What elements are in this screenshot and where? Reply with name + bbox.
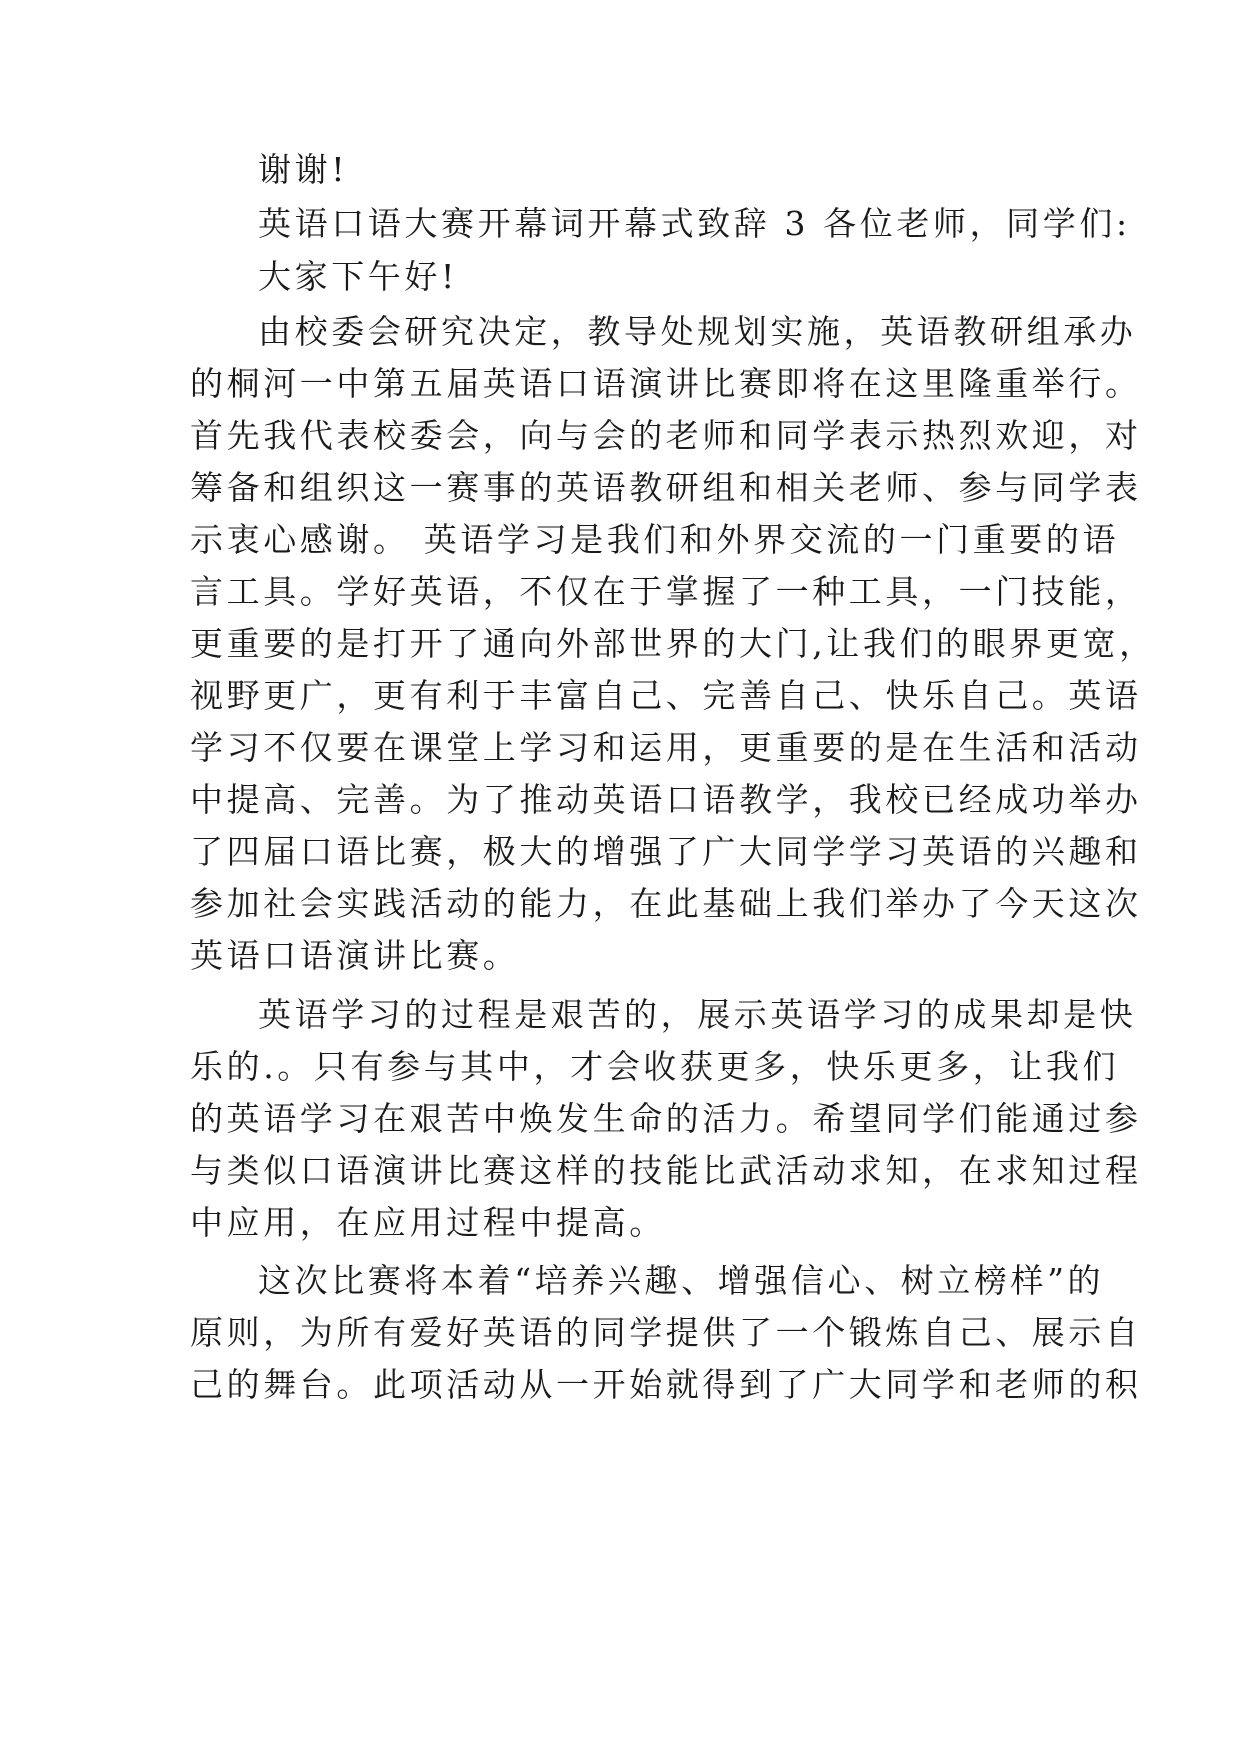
text-line: 了四届口语比赛，极大的增强了广大同学学习英语的兴趣和 — [190, 832, 1142, 871]
text-line: 己的舞台。此项活动从一开始就得到了广大同学和老师的积 — [190, 1365, 1142, 1404]
text-line: 更重要的是打开了通向外部世界的大门,让我们的眼界更宽， — [190, 624, 1156, 663]
text-line: 的桐河一中第五届英语口语演讲比赛即将在这里隆重举行。 — [190, 364, 1142, 403]
text-line: 学习不仅要在课堂上学习和运用，更重要的是在生活和活动 — [190, 728, 1142, 767]
text-line: 英语口语演讲比赛。 — [190, 936, 520, 975]
text-line: 视野更广，更有利于丰富自己、完善自己、快乐自己。英语 — [190, 676, 1142, 715]
text-line: 中应用，在应用过程中提高。 — [190, 1203, 666, 1242]
text-line: 与类似口语演讲比赛这样的技能比武活动求知，在求知过程 — [190, 1151, 1142, 1190]
text-line: 由校委会研究决定，教导处规划实施，英语教研组承办 — [258, 312, 1137, 351]
text-line: 示衷心感谢。 英语学习是我们和外界交流的一门重要的语 — [190, 520, 1120, 559]
text-line: 这次比赛将本着“培养兴趣、增强信心、树立榜样”的 — [258, 1261, 1105, 1300]
text-line-greeting: 大家下午好! — [258, 257, 458, 296]
text-line: 中提高、完善。为了推动英语口语教学，我校已经成功举办 — [190, 780, 1142, 819]
text-line: 原则，为所有爱好英语的同学提供了一个锻炼自己、展示自 — [190, 1313, 1142, 1352]
text-line: 言工具。学好英语，不仅在于掌握了一种工具，一门技能， — [190, 572, 1142, 611]
text-line: 英语学习的过程是艰苦的，展示英语学习的成果却是快 — [258, 995, 1137, 1034]
text-line-thanks: 谢谢! — [258, 150, 349, 189]
text-line: 乐的.。只有参与其中，才会收获更多，快乐更多，让我们 — [190, 1047, 1120, 1086]
text-line-title: 英语口语大赛开幕词开幕式致辞 3 各位老师，同学们: — [258, 204, 1131, 243]
text-line: 的英语学习在艰苦中焕发生命的活力。希望同学们能通过参 — [190, 1099, 1142, 1138]
text-line: 参加社会实践活动的能力，在此基础上我们举办了今天这次 — [190, 884, 1142, 923]
text-line: 首先我代表校委会，向与会的老师和同学表示热烈欢迎，对 — [190, 416, 1142, 455]
text-line: 筹备和组织这一赛事的英语教研组和相关老师、参与同学表 — [190, 468, 1142, 507]
